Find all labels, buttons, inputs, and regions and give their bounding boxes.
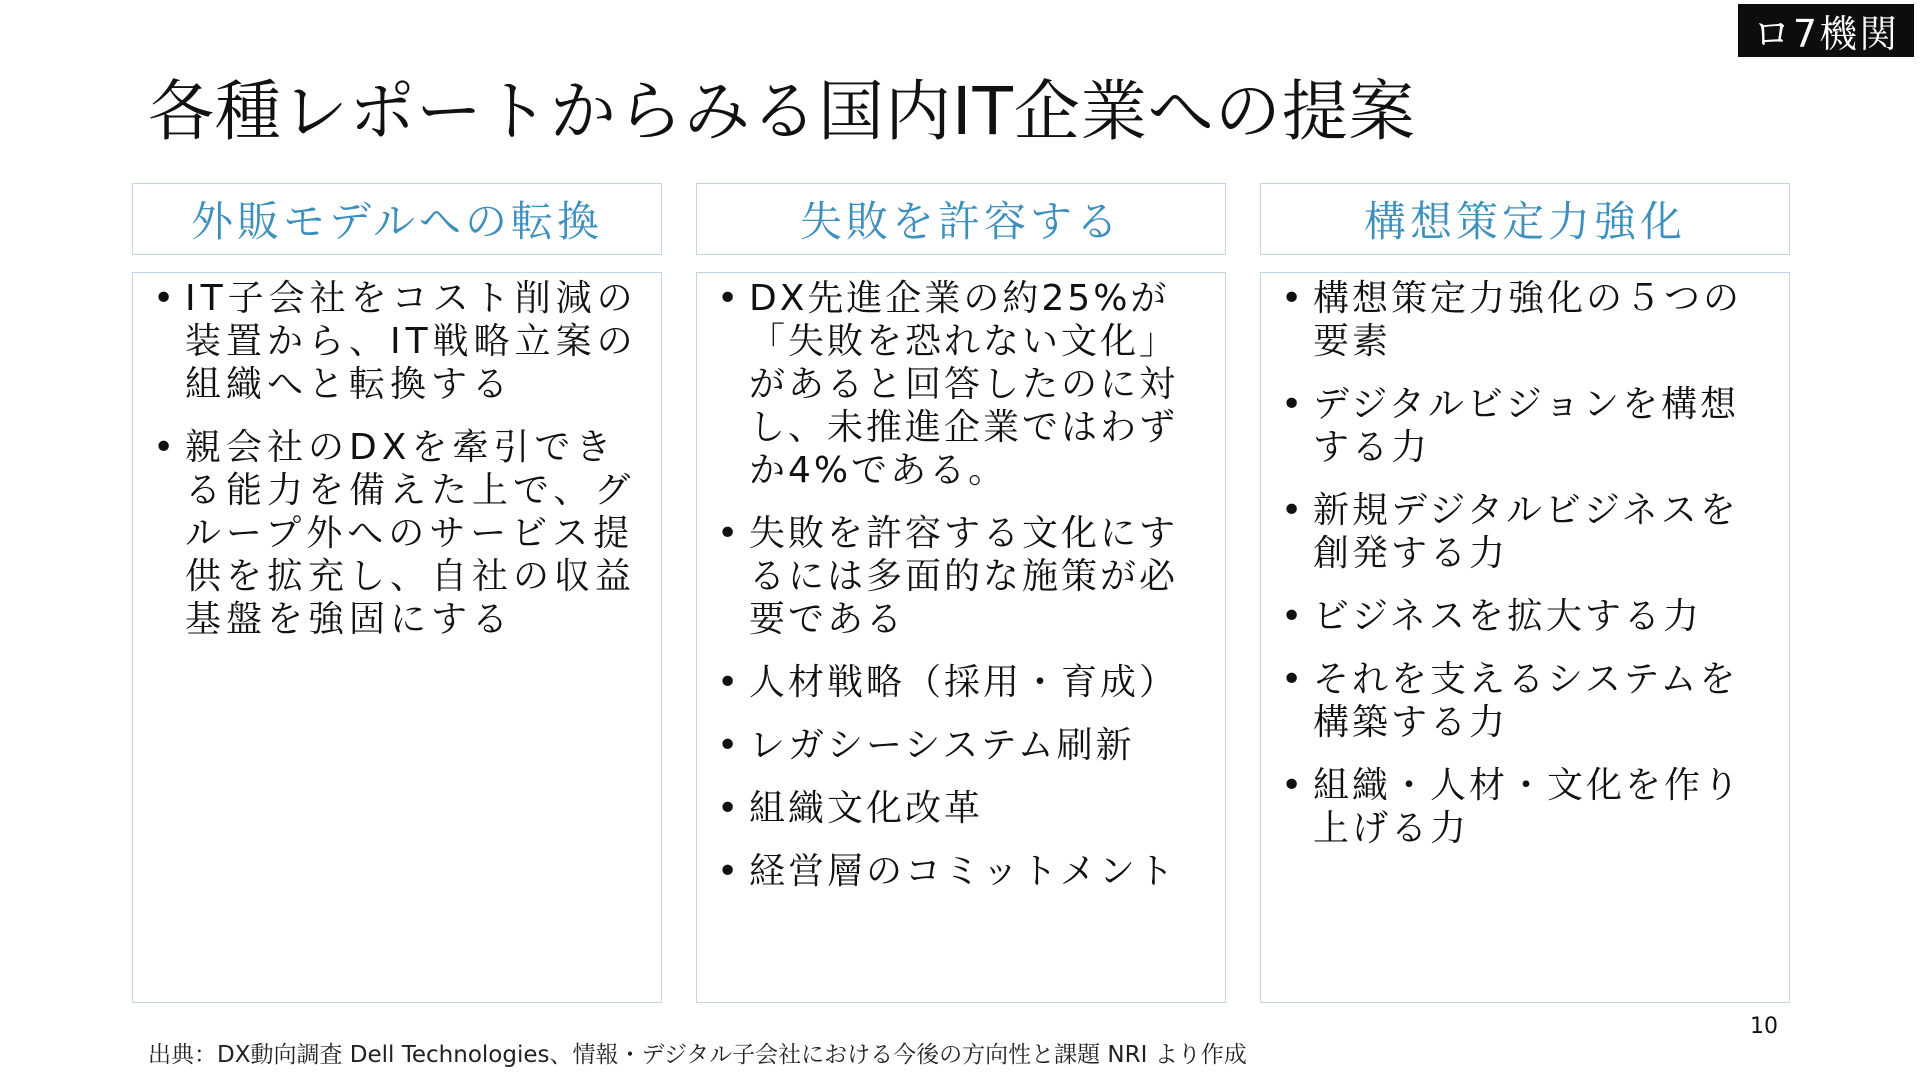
bullet-item: • 構想策定力強化の５つの要素	[1273, 277, 1775, 363]
bullet-item: • レガシーシステム刷新	[709, 724, 1211, 767]
bullet-item: • 組織・人材・文化を作り上げる力	[1273, 764, 1775, 850]
bullet-item: • 失敗を許容する文化にするには多面的な施策が必要である	[709, 512, 1211, 641]
bullet-list	[145, 277, 647, 641]
page-number: 10	[1750, 1014, 1778, 1039]
bullet-item: • 新規デジタルビジネスを創発する力	[1273, 489, 1775, 575]
bullet-item: • DX先進企業の約25%が「失敗を恐れない文化」があると回答したのに対し、未推進企業ではわずか4%である。	[709, 277, 1211, 492]
bullet-item: • 組織文化改革	[709, 787, 1211, 830]
bullet-item: • ビジネスを拡大する力	[1273, 595, 1775, 638]
bullet-list	[1273, 277, 1775, 850]
bullet-item: • デジタルビジョンを構想する力	[1273, 383, 1775, 469]
bullet-item: • IT子会社をコスト削減の装置から、IT戦略立案の組織へと転換する	[145, 277, 647, 406]
column-body-external-sales	[132, 272, 662, 1003]
column-body-tolerate-failure	[696, 272, 1226, 1003]
column-header-external-sales: 外販モデルへの転換	[132, 183, 662, 255]
bullet-item: • 人材戦略（採用・育成）	[709, 661, 1211, 704]
bullet-list	[709, 277, 1211, 893]
bullet-item: • 経営層のコミットメント	[709, 850, 1211, 893]
page-title: 各種レポートからみる国内IT企業への提案	[148, 73, 1416, 150]
bullet-item: • 親会社のDXを牽引できる能力を備えた上で、グループ外へのサービス提供を拡充し、自社の収益基盤を強固にする	[145, 426, 647, 641]
source-citation: 出典：DX動向調査 Dell Technologies、情報・デジタル子会社における今後の方向性と課題 NRI より作成	[148, 1042, 1247, 1068]
column-header-concept-planning: 構想策定力強化	[1260, 183, 1790, 255]
column-header-tolerate-failure: 失敗を許容する	[696, 183, 1226, 255]
column-body-concept-planning	[1260, 272, 1790, 1003]
logo: ロ7機関	[1738, 4, 1914, 57]
bullet-item: • それを支えるシステムを構築する力	[1273, 658, 1775, 744]
